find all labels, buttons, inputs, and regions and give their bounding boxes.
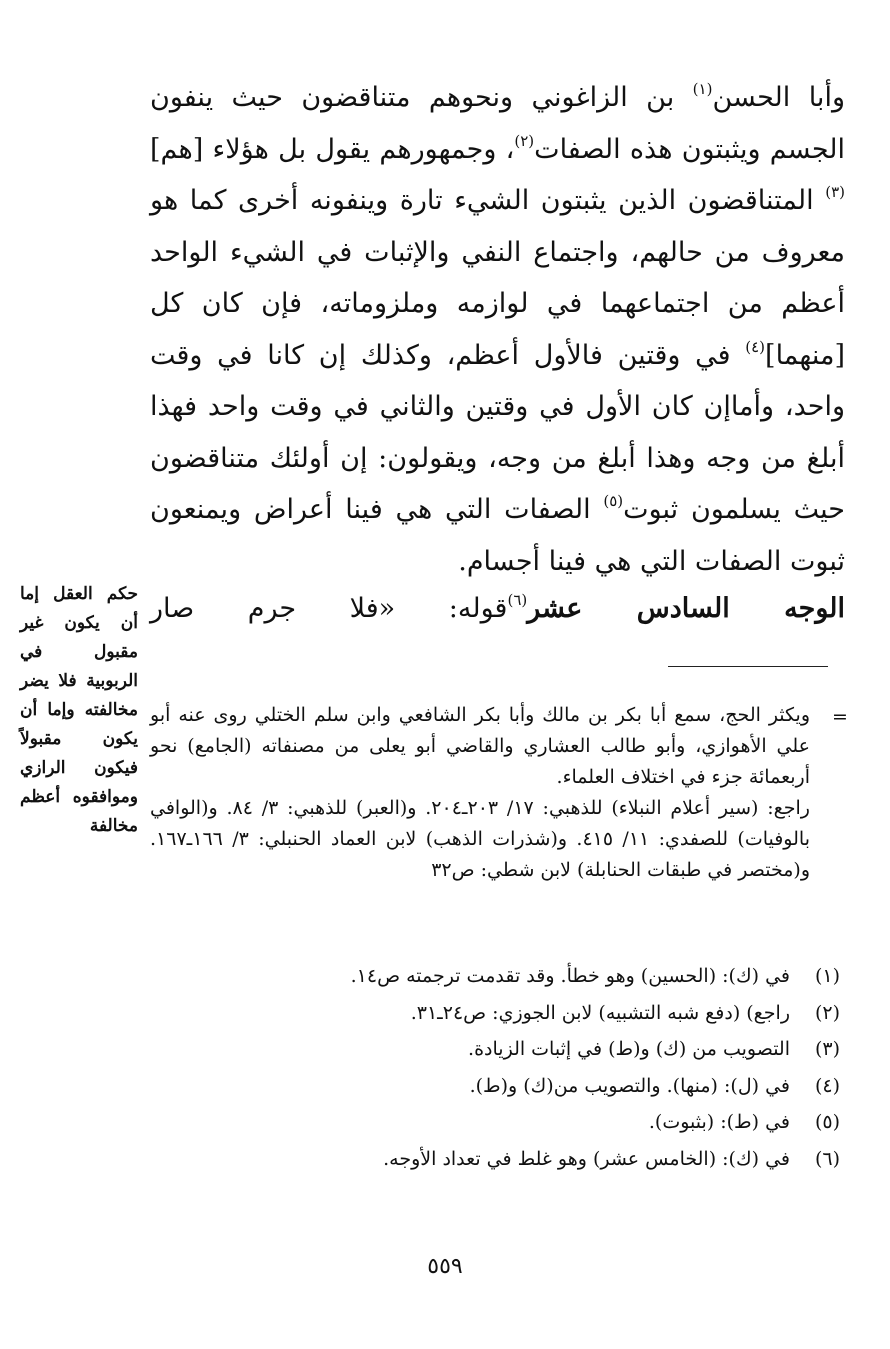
footnote-number: (١)	[814, 965, 840, 987]
footnote-continuation-para-1: ويكثر الحج، سمع أبا بكر بن مالك وأبا بكر الشافعي وابن سلم الختلي روى عنه أبو علي الأهوازي، وأبو طالب العشاري والقاضي أبو يعلى من مصنفاته (الجامع) نحو أربعمائة جزء في اختلاف العلماء.	[150, 704, 811, 788]
footnote-number: (٣)	[814, 1038, 840, 1060]
continuation-marker: =	[832, 706, 848, 728]
footnote-number: (٤)	[814, 1074, 840, 1097]
footnote-ref-1[interactable]: (١)	[692, 80, 713, 98]
footnote-text: في (ط): (بثبوت).	[648, 1111, 790, 1133]
footnote-ref-5[interactable]: (٥)	[603, 492, 624, 510]
text-run: ، وجمهورهم يقول بل هؤلاء [هم]	[150, 133, 515, 165]
section-title: الوجه السادس عشر	[527, 593, 846, 624]
footnote-divider	[668, 666, 828, 667]
footnote-number: (٦)	[814, 1147, 840, 1170]
section-text: قوله: «فلا جرم صار	[150, 593, 508, 624]
text-run: بن الزاغوني ونحوهم متناقضون حيث ينفون الجسم ويثبتون هذه الصفات	[150, 82, 845, 165]
text-run: المتناقضون الذين يثبتون الشيء تارة وينفونه أخرى كما هو معروف من حالهم، واجتماع النفي والإثبات في الشيء الواحد أعظم من اجتماعهما في لوازمه وملزوماته، فإن كان كل [منهما]	[150, 185, 845, 371]
footnote-ref-2[interactable]: (٢)	[514, 131, 535, 150]
footnote-text: التصويب من (ك) و(ط) في إثبات الزيادة.	[468, 1038, 790, 1060]
section-heading-line	[150, 583, 845, 634]
main-text	[150, 72, 845, 587]
footnote-item	[150, 1104, 840, 1141]
footnote-ref-4[interactable]: (٤)	[745, 337, 766, 356]
footnote-item	[150, 995, 840, 1032]
footnote-text: في (ك): (الخامس عشر) وهو غلط في تعداد الأوجه.	[383, 1147, 790, 1170]
text-run: الصفات التي هي فينا أعراض ويمنعون ثبوت الصفات التي هي فينا أجسام.	[150, 494, 845, 577]
footnotes-list	[150, 958, 840, 1177]
footnote-number: (٢)	[814, 1001, 840, 1024]
page-number: ٥٥٩	[427, 1254, 463, 1279]
margin-note: حكم العقل إما أن يكون غير مقبول في الربوبية فلا يضر مخالفته وإما أن يكون مقبولاً فيكون الرازي وموافقوه أعظم مخالفة	[20, 584, 138, 836]
text-run: في وقتين فالأول أعظم، وكذلك إن كانا في وقت واحد، وأماإن كان الأول في وقتين والثاني في وقت واحد فهذا أبلغ من وجه وهذا أبلغ من وجه، ويقولون: إن أولئك متناقضون حيث يسلمون ثبوت	[150, 339, 845, 525]
footnote-ref-6[interactable]: (٦)	[507, 591, 528, 609]
footnote-item	[150, 1031, 840, 1068]
footnote-item	[150, 1068, 840, 1105]
footnote-continuation-para-2: راجع: (سير أعلام النبلاء) للذهبي: ١٧/ ٢٠٣ـ٢٠٤. و(العبر) للذهبي: ٣/ ٨٤. و(الوافي بالوفيات) للصفدي: ١١/ ٤١٥. و(شذرات الذهب) لابن العماد الحنبلي: ٣/ ١٦٦ـ١٦٧. و(مختصر في طبقات الحنابلة) لابن شطي: ص٣٢	[150, 797, 810, 881]
footnote-item	[150, 1141, 840, 1178]
footnote-number: (٥)	[814, 1111, 840, 1133]
footnote-item	[150, 958, 840, 995]
footnote-text: في (ك): (الحسين) وهو خطأ. وقد تقدمت ترجمته ص١٤.	[350, 965, 790, 987]
footnote-ref-3[interactable]: (٣)	[825, 183, 845, 201]
footnote-continuation	[150, 700, 810, 886]
footnote-text: في (ل): (منها). والتصويب من(ك) و(ط).	[469, 1074, 790, 1097]
footnote-text: راجع) (دفع شبه التشبيه) لابن الجوزي: ص٢٤ـ٣١.	[410, 1001, 790, 1024]
main-paragraph	[150, 72, 845, 587]
text-run: وأبا الحسن	[712, 82, 845, 113]
